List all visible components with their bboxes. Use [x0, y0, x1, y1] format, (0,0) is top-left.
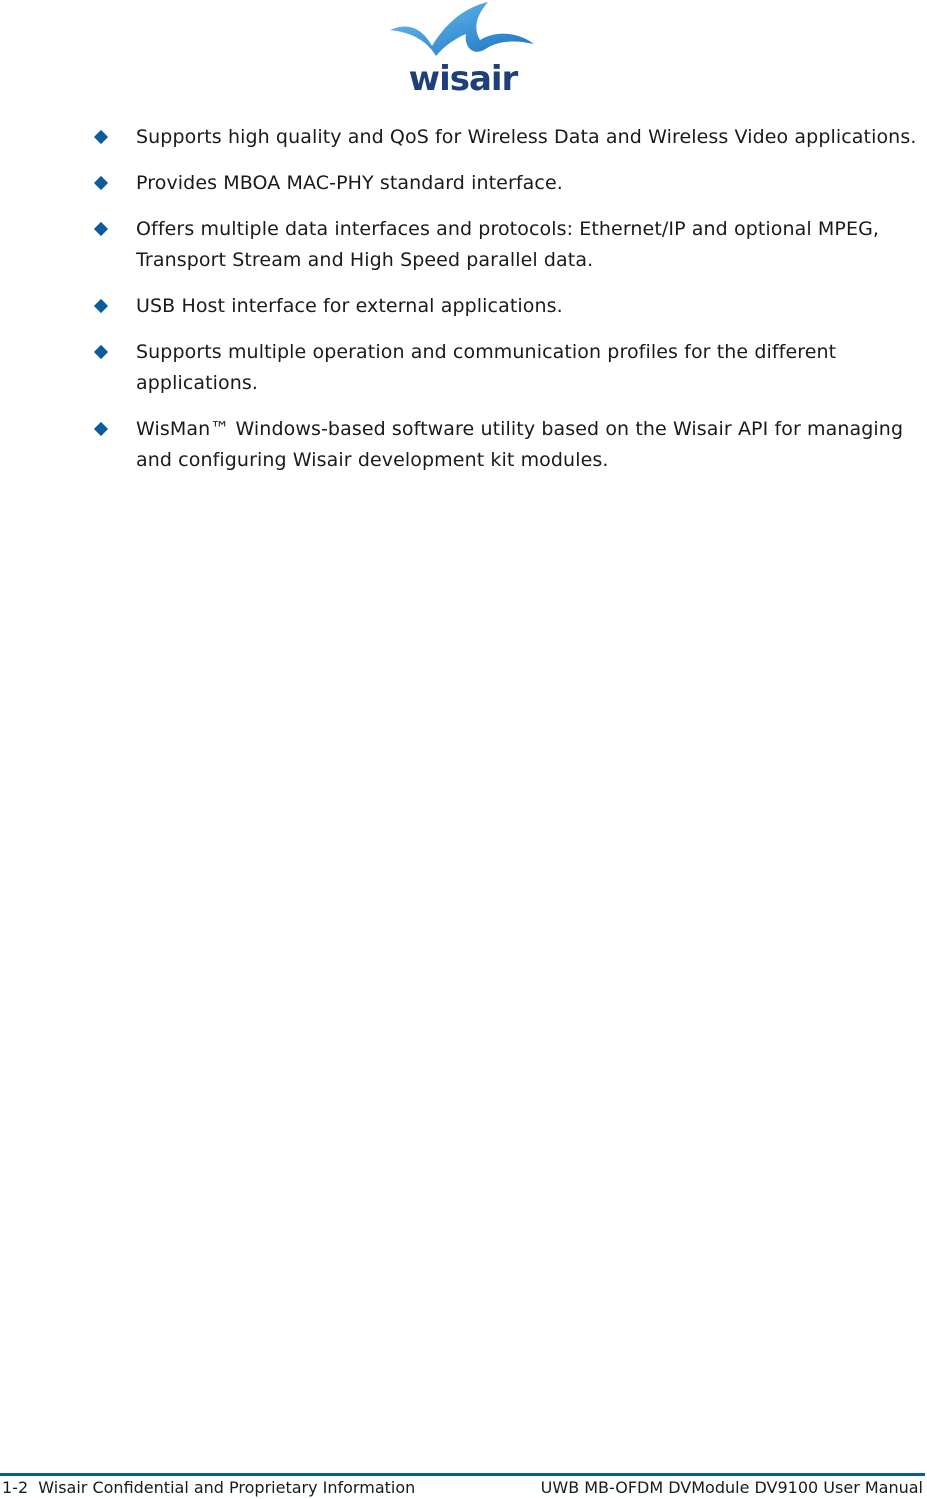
feature-item: [0, 337, 927, 399]
feature-text: USB Host interface for external applications.: [136, 295, 563, 317]
feature-item: [0, 122, 927, 153]
footer-page-info: 1-2 Wisair Confidential and Proprietary Information: [2, 1478, 416, 1497]
diamond-bullet-icon: [94, 422, 108, 436]
feature-item: [0, 414, 927, 476]
feature-item: [0, 214, 927, 276]
diamond-bullet-icon: [94, 130, 108, 144]
feature-text: Supports high quality and QoS for Wireless Data and Wireless Video applications.: [136, 126, 917, 148]
feature-item: [0, 168, 927, 199]
diamond-bullet-icon: [94, 299, 108, 313]
feature-text: WisMan™ Windows-based software utility based on the Wisair API for managing and configuring Wisair development kit modules.: [136, 418, 904, 471]
diamond-bullet-icon: [94, 176, 108, 190]
feature-text: Supports multiple operation and communication profiles for the different applications.: [136, 341, 837, 394]
logo-wordmark: wisair: [408, 59, 518, 96]
feature-item: [0, 291, 927, 322]
feature-list: [0, 122, 927, 491]
feature-text: Provides MBOA MAC-PHY standard interface.: [136, 172, 563, 194]
wisair-logo: [388, 0, 538, 96]
diamond-bullet-icon: [94, 222, 108, 236]
footer-divider: [0, 1473, 925, 1476]
diamond-bullet-icon: [94, 345, 108, 359]
wisair-wave-logo-icon: [388, 0, 538, 96]
footer-document-title: UWB MB-OFDM DVModule DV9100 User Manual: [540, 1478, 923, 1497]
feature-text: Offers multiple data interfaces and protocols: Ethernet/IP and optional MPEG, Transport Stream and High Speed parallel data.: [136, 218, 880, 271]
